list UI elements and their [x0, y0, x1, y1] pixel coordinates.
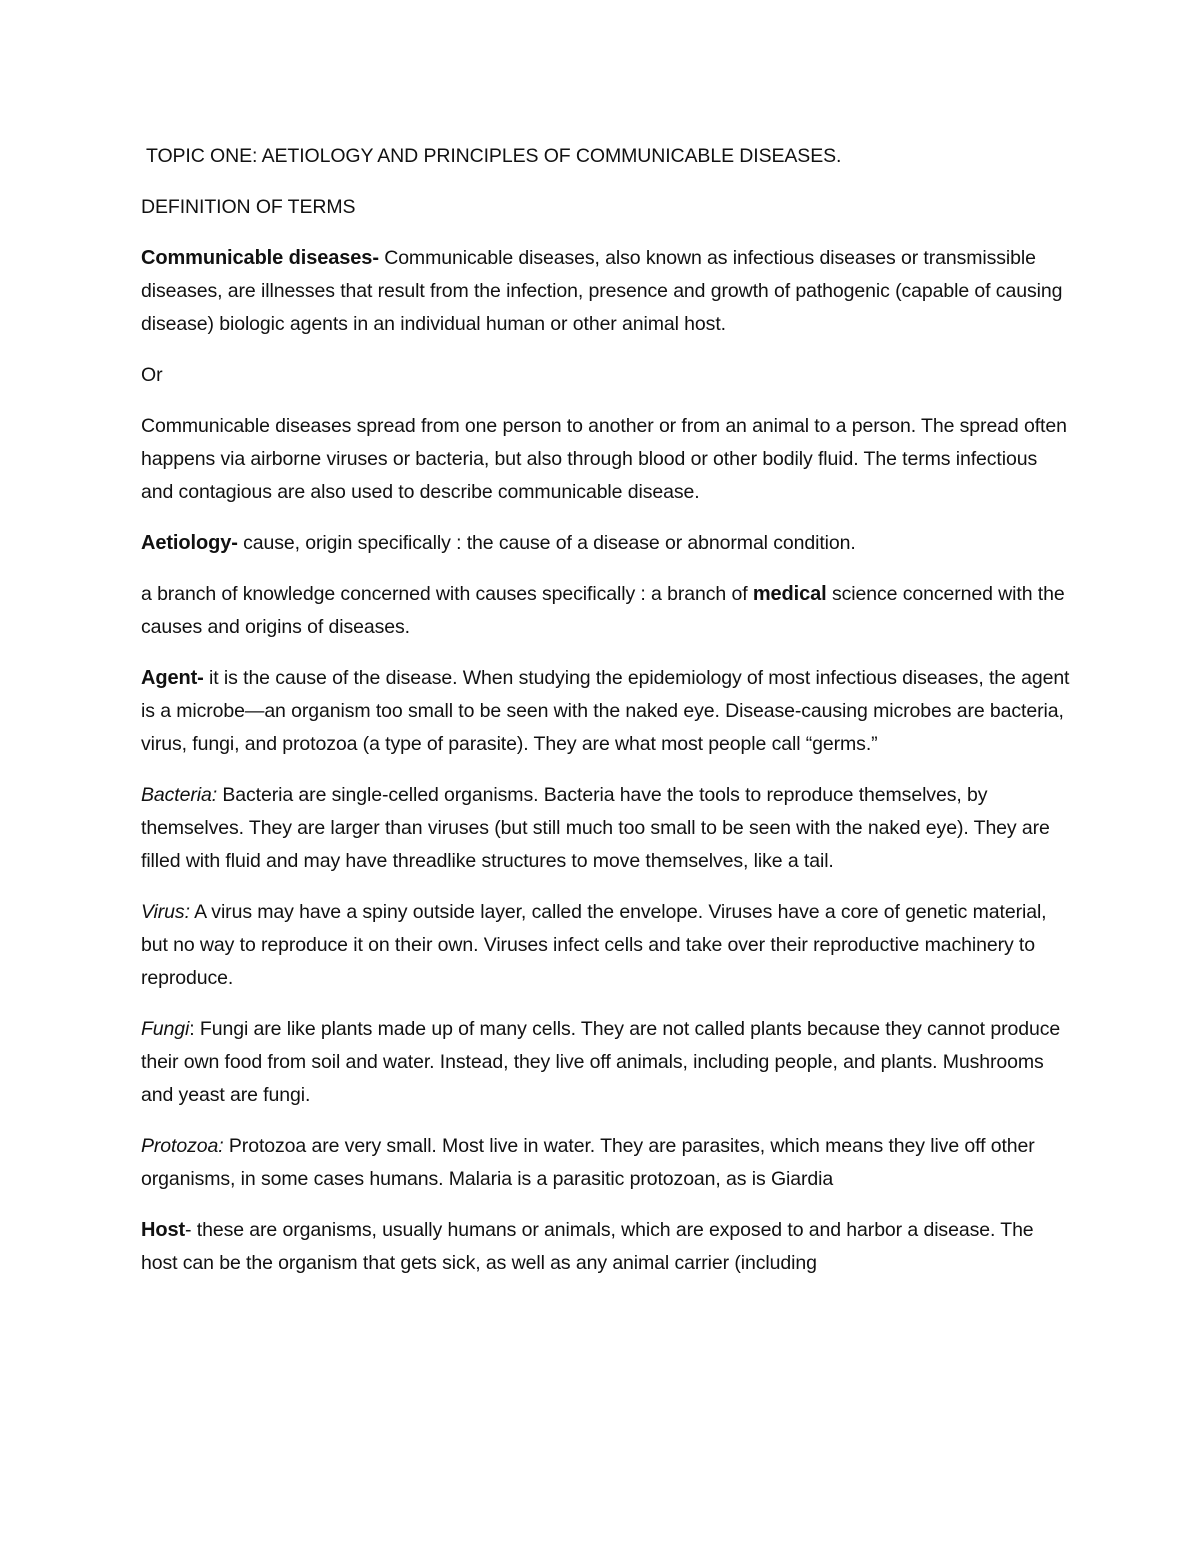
definition-communicable-diseases — [141, 242, 1071, 341]
term-aetiology: Aetiology- — [141, 532, 238, 554]
definition-text: A virus may have a spiny outside layer, called the envelope. Viruses have a core of genetic material, but no way to reproduce it on their own. Viruses infect cells and take over their reproductive machinery to reproduce. — [141, 901, 1047, 989]
definition-text: - these are organisms, usually humans or animals, which are exposed to and harbor a disease. The host can be the organism that gets sick, as well as any animal carrier (including — [141, 1219, 1034, 1274]
definition-protozoa — [141, 1130, 1071, 1196]
emphasis-medical: medical — [752, 583, 827, 605]
definition-text: cause, origin specifically : the cause of a disease or abnormal condition. — [237, 532, 856, 554]
definition-text: it is the cause of the disease. When studying the epidemiology of most infectious diseases, the agent is a microbe—an organism too small to be seen with the naked eye. Disease-causing microbes are bacteria, virus, fungi, and protozoa (a type of parasite). They are what most people call “germs.” — [141, 667, 1070, 755]
definition-agent — [141, 662, 1071, 761]
definition-text: science concerned with the causes and origins of diseases. — [141, 583, 1065, 638]
term-agent: Agent- — [141, 667, 204, 689]
term-protozoa: Protozoa: — [141, 1135, 224, 1157]
definition-bacteria — [141, 779, 1071, 878]
or-separator: Or — [141, 364, 163, 386]
section-heading: DEFINITION OF TERMS — [141, 196, 356, 218]
document-title: TOPIC ONE: AETIOLOGY AND PRINCIPLES OF COMMUNICABLE DISEASES. — [146, 145, 842, 167]
term-communicable-diseases: Communicable diseases- — [141, 247, 379, 269]
definition-text: Communicable diseases, also known as infectious diseases or transmissible diseases, are illnesses that result from the infection, presence and growth of pathogenic (capable of causing disease) biologic agents in an individual human or other animal host. — [141, 247, 1063, 335]
definition-virus — [141, 896, 1071, 995]
document-body — [141, 140, 1071, 1298]
term-bacteria: Bacteria: — [141, 784, 218, 806]
definition-fungi — [141, 1013, 1071, 1112]
term-host: Host — [141, 1219, 186, 1241]
definition-host — [141, 1214, 1071, 1280]
definition-aetiology — [141, 527, 1071, 560]
term-virus: Virus: — [141, 901, 190, 923]
definition-communicable-alt: Communicable diseases spread from one person to another or from an animal to a person. The spread often happens via airborne viruses or bacteria, but also through blood or other bodily fluid. The terms infectious and contagious are also used to describe communicable disease. — [141, 415, 1067, 503]
definition-text: Bacteria are single-celled organisms. Bacteria have the tools to reproduce themselves, by themselves. They are larger than viruses (but still much too small to be seen with the naked eye). They are filled with fluid and may have threadlike structures to move themselves, like a tail. — [141, 784, 1050, 872]
definition-text: : Fungi are like plants made up of many cells. They are not called plants because they cannot produce their own food from soil and water. Instead, they live off animals, including people, and plants. Mushrooms and yeast are fungi. — [141, 1018, 1061, 1106]
definition-text: Protozoa are very small. Most live in water. They are parasites, which means they live off other organisms, in some cases humans. Malaria is a parasitic protozoan, as is Giardia — [141, 1135, 1035, 1190]
term-fungi: Fungi — [141, 1018, 190, 1040]
definition-aetiology-branch — [141, 578, 1071, 644]
definition-text: a branch of knowledge concerned with causes specifically : a branch of — [141, 583, 753, 605]
